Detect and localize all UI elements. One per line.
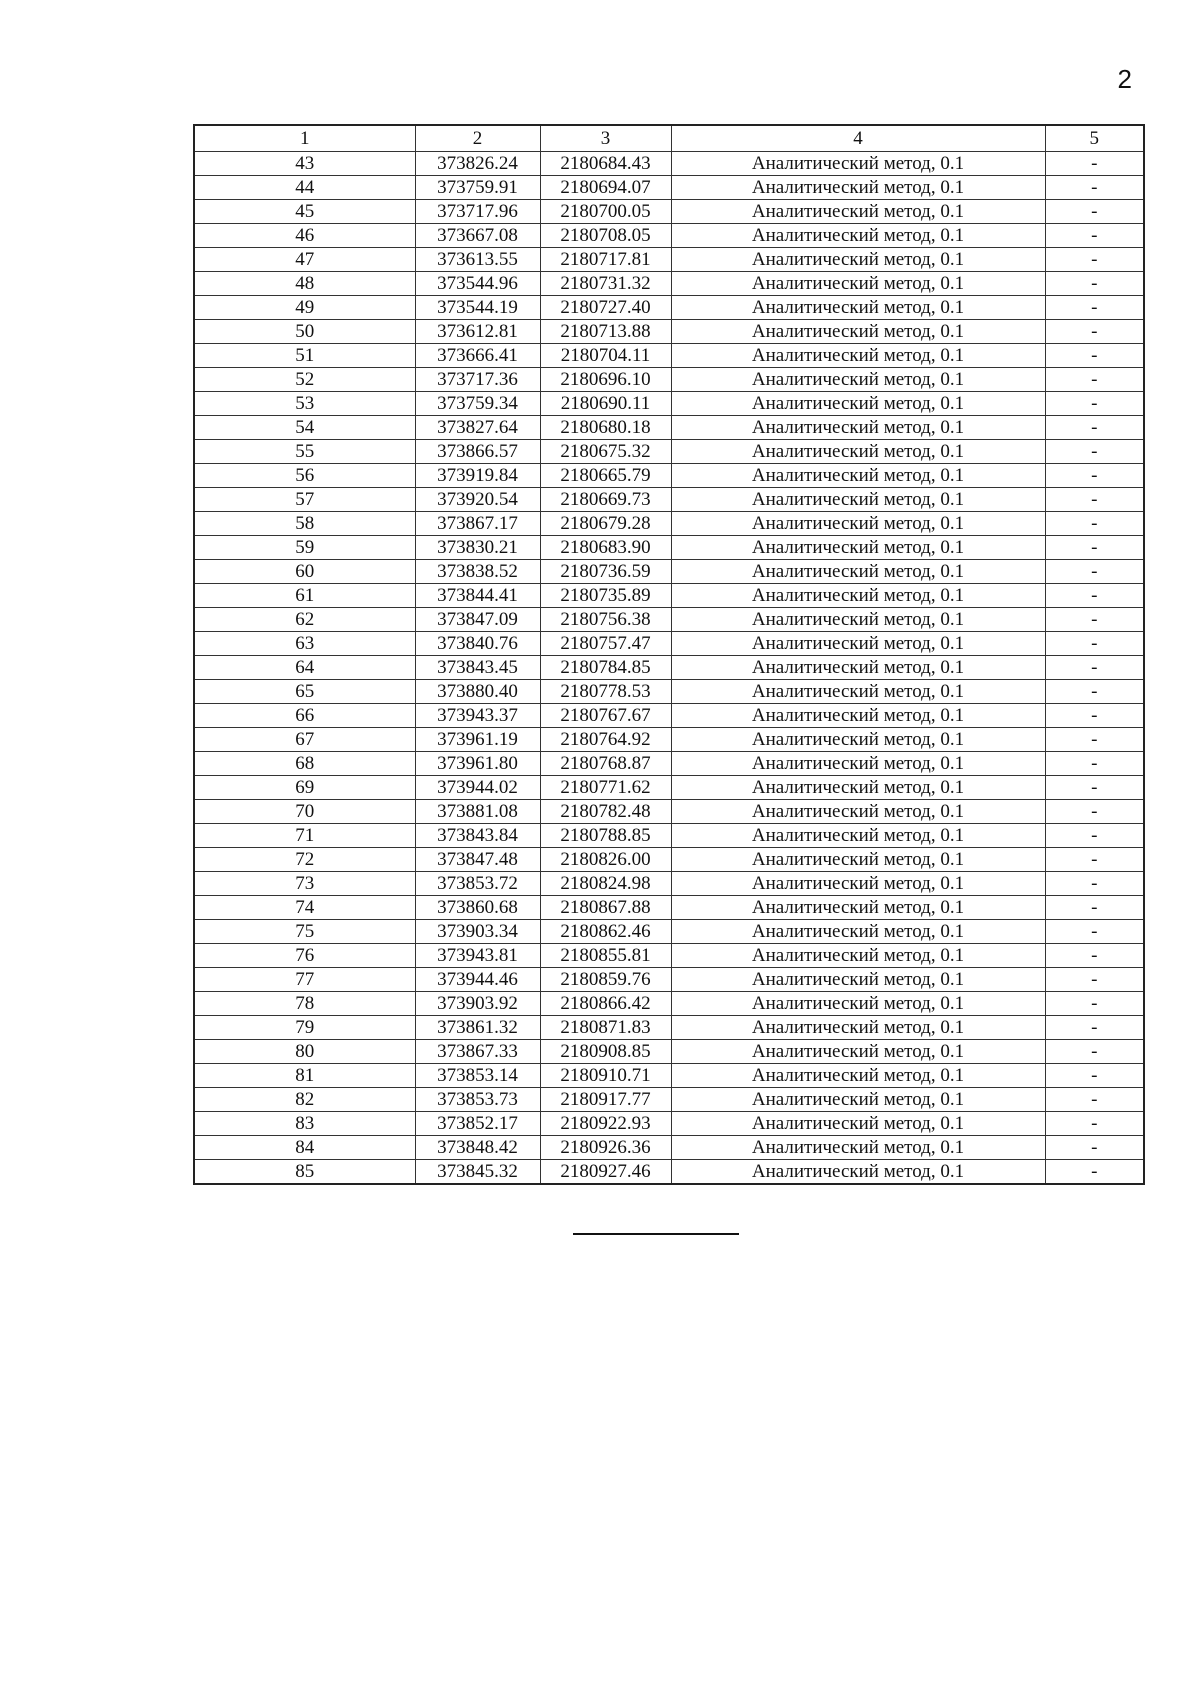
point-number-cell: 48 [194, 272, 415, 296]
y-coordinate-cell: 2180731.32 [540, 272, 671, 296]
point-number-cell: 47 [194, 248, 415, 272]
point-number-cell: 60 [194, 560, 415, 584]
method-cell: Аналитический метод, 0.1 [671, 536, 1045, 560]
note-cell: - [1045, 776, 1144, 800]
y-coordinate-cell: 2180665.79 [540, 464, 671, 488]
method-cell: Аналитический метод, 0.1 [671, 1064, 1045, 1088]
point-number-cell: 70 [194, 800, 415, 824]
column-header-5: 5 [1045, 125, 1144, 152]
x-coordinate-cell: 373845.32 [415, 1160, 540, 1185]
point-number-cell: 84 [194, 1136, 415, 1160]
method-cell: Аналитический метод, 0.1 [671, 632, 1045, 656]
table-row [194, 920, 1144, 944]
table-row [194, 536, 1144, 560]
x-coordinate-cell: 373844.41 [415, 584, 540, 608]
x-coordinate-cell: 373544.19 [415, 296, 540, 320]
table-row [194, 344, 1144, 368]
x-coordinate-cell: 373943.37 [415, 704, 540, 728]
y-coordinate-cell: 2180767.67 [540, 704, 671, 728]
x-coordinate-cell: 373847.09 [415, 608, 540, 632]
method-cell: Аналитический метод, 0.1 [671, 248, 1045, 272]
x-coordinate-cell: 373847.48 [415, 848, 540, 872]
point-number-cell: 59 [194, 536, 415, 560]
point-number-cell: 57 [194, 488, 415, 512]
note-cell: - [1045, 920, 1144, 944]
point-number-cell: 82 [194, 1088, 415, 1112]
table-row [194, 200, 1144, 224]
note-cell: - [1045, 1088, 1144, 1112]
point-number-cell: 74 [194, 896, 415, 920]
y-coordinate-cell: 2180694.07 [540, 176, 671, 200]
note-cell: - [1045, 704, 1144, 728]
note-cell: - [1045, 512, 1144, 536]
point-number-cell: 58 [194, 512, 415, 536]
method-cell: Аналитический метод, 0.1 [671, 1016, 1045, 1040]
x-coordinate-cell: 373881.08 [415, 800, 540, 824]
y-coordinate-cell: 2180704.11 [540, 344, 671, 368]
note-cell: - [1045, 320, 1144, 344]
point-number-cell: 72 [194, 848, 415, 872]
note-cell: - [1045, 224, 1144, 248]
method-cell: Аналитический метод, 0.1 [671, 320, 1045, 344]
y-coordinate-cell: 2180757.47 [540, 632, 671, 656]
y-coordinate-cell: 2180926.36 [540, 1136, 671, 1160]
point-number-cell: 79 [194, 1016, 415, 1040]
y-coordinate-cell: 2180727.40 [540, 296, 671, 320]
method-cell: Аналитический метод, 0.1 [671, 440, 1045, 464]
x-coordinate-cell: 373961.80 [415, 752, 540, 776]
x-coordinate-cell: 373826.24 [415, 152, 540, 176]
y-coordinate-cell: 2180675.32 [540, 440, 671, 464]
x-coordinate-cell: 373759.34 [415, 392, 540, 416]
method-cell: Аналитический метод, 0.1 [671, 944, 1045, 968]
table-row [194, 704, 1144, 728]
table-row [194, 320, 1144, 344]
method-cell: Аналитический метод, 0.1 [671, 560, 1045, 584]
point-number-cell: 61 [194, 584, 415, 608]
note-cell: - [1045, 176, 1144, 200]
note-cell: - [1045, 1016, 1144, 1040]
method-cell: Аналитический метод, 0.1 [671, 872, 1045, 896]
point-number-cell: 75 [194, 920, 415, 944]
x-coordinate-cell: 373920.54 [415, 488, 540, 512]
table-row [194, 584, 1144, 608]
table-row [194, 752, 1144, 776]
table-row [194, 296, 1144, 320]
y-coordinate-cell: 2180824.98 [540, 872, 671, 896]
y-coordinate-cell: 2180756.38 [540, 608, 671, 632]
method-cell: Аналитический метод, 0.1 [671, 152, 1045, 176]
table-body [194, 152, 1144, 1185]
table-row [194, 416, 1144, 440]
note-cell: - [1045, 560, 1144, 584]
method-cell: Аналитический метод, 0.1 [671, 512, 1045, 536]
table-row [194, 248, 1144, 272]
method-cell: Аналитический метод, 0.1 [671, 824, 1045, 848]
table-row [194, 968, 1144, 992]
table-row [194, 488, 1144, 512]
y-coordinate-cell: 2180866.42 [540, 992, 671, 1016]
table-row [194, 512, 1144, 536]
note-cell: - [1045, 944, 1144, 968]
x-coordinate-cell: 373853.14 [415, 1064, 540, 1088]
column-header-1: 1 [194, 125, 415, 152]
y-coordinate-cell: 2180690.11 [540, 392, 671, 416]
y-coordinate-cell: 2180862.46 [540, 920, 671, 944]
table-row [194, 944, 1144, 968]
table-row [194, 1112, 1144, 1136]
point-number-cell: 77 [194, 968, 415, 992]
point-number-cell: 66 [194, 704, 415, 728]
point-number-cell: 83 [194, 1112, 415, 1136]
table-row [194, 272, 1144, 296]
coordinates-table [193, 124, 1145, 1185]
note-cell: - [1045, 1160, 1144, 1185]
table-row [194, 1088, 1144, 1112]
x-coordinate-cell: 373944.46 [415, 968, 540, 992]
point-number-cell: 80 [194, 1040, 415, 1064]
note-cell: - [1045, 440, 1144, 464]
table-row [194, 152, 1144, 176]
note-cell: - [1045, 896, 1144, 920]
column-header-4: 4 [671, 125, 1045, 152]
method-cell: Аналитический метод, 0.1 [671, 1136, 1045, 1160]
note-cell: - [1045, 824, 1144, 848]
y-coordinate-cell: 2180680.18 [540, 416, 671, 440]
method-cell: Аналитический метод, 0.1 [671, 200, 1045, 224]
method-cell: Аналитический метод, 0.1 [671, 344, 1045, 368]
note-cell: - [1045, 296, 1144, 320]
x-coordinate-cell: 373717.36 [415, 368, 540, 392]
point-number-cell: 67 [194, 728, 415, 752]
y-coordinate-cell: 2180910.71 [540, 1064, 671, 1088]
y-coordinate-cell: 2180782.48 [540, 800, 671, 824]
point-number-cell: 62 [194, 608, 415, 632]
note-cell: - [1045, 680, 1144, 704]
point-number-cell: 55 [194, 440, 415, 464]
note-cell: - [1045, 392, 1144, 416]
x-coordinate-cell: 373853.73 [415, 1088, 540, 1112]
method-cell: Аналитический метод, 0.1 [671, 968, 1045, 992]
point-number-cell: 71 [194, 824, 415, 848]
method-cell: Аналитический метод, 0.1 [671, 488, 1045, 512]
point-number-cell: 53 [194, 392, 415, 416]
table-header-row [194, 125, 1144, 152]
note-cell: - [1045, 992, 1144, 1016]
x-coordinate-cell: 373830.21 [415, 536, 540, 560]
y-coordinate-cell: 2180826.00 [540, 848, 671, 872]
method-cell: Аналитический метод, 0.1 [671, 224, 1045, 248]
table-row [194, 392, 1144, 416]
method-cell: Аналитический метод, 0.1 [671, 1160, 1045, 1185]
table-row [194, 848, 1144, 872]
x-coordinate-cell: 373667.08 [415, 224, 540, 248]
y-coordinate-cell: 2180908.85 [540, 1040, 671, 1064]
y-coordinate-cell: 2180871.83 [540, 1016, 671, 1040]
table-row [194, 368, 1144, 392]
point-number-cell: 56 [194, 464, 415, 488]
end-of-document-rule [573, 1233, 739, 1235]
method-cell: Аналитический метод, 0.1 [671, 1088, 1045, 1112]
point-number-cell: 69 [194, 776, 415, 800]
note-cell: - [1045, 464, 1144, 488]
point-number-cell: 49 [194, 296, 415, 320]
point-number-cell: 64 [194, 656, 415, 680]
y-coordinate-cell: 2180735.89 [540, 584, 671, 608]
method-cell: Аналитический метод, 0.1 [671, 752, 1045, 776]
table-row [194, 872, 1144, 896]
method-cell: Аналитический метод, 0.1 [671, 656, 1045, 680]
y-coordinate-cell: 2180717.81 [540, 248, 671, 272]
y-coordinate-cell: 2180700.05 [540, 200, 671, 224]
point-number-cell: 63 [194, 632, 415, 656]
x-coordinate-cell: 373861.32 [415, 1016, 540, 1040]
page-number: 2 [1117, 64, 1132, 94]
x-coordinate-cell: 373717.96 [415, 200, 540, 224]
x-coordinate-cell: 373840.76 [415, 632, 540, 656]
method-cell: Аналитический метод, 0.1 [671, 464, 1045, 488]
x-coordinate-cell: 373943.81 [415, 944, 540, 968]
y-coordinate-cell: 2180768.87 [540, 752, 671, 776]
method-cell: Аналитический метод, 0.1 [671, 776, 1045, 800]
method-cell: Аналитический метод, 0.1 [671, 704, 1045, 728]
table-row [194, 800, 1144, 824]
note-cell: - [1045, 584, 1144, 608]
point-number-cell: 44 [194, 176, 415, 200]
y-coordinate-cell: 2180788.85 [540, 824, 671, 848]
y-coordinate-cell: 2180855.81 [540, 944, 671, 968]
table-row [194, 1160, 1144, 1185]
x-coordinate-cell: 373867.17 [415, 512, 540, 536]
table-row [194, 464, 1144, 488]
note-cell: - [1045, 536, 1144, 560]
method-cell: Аналитический метод, 0.1 [671, 992, 1045, 1016]
x-coordinate-cell: 373852.17 [415, 1112, 540, 1136]
method-cell: Аналитический метод, 0.1 [671, 800, 1045, 824]
table-row [194, 560, 1144, 584]
method-cell: Аналитический метод, 0.1 [671, 1040, 1045, 1064]
x-coordinate-cell: 373961.19 [415, 728, 540, 752]
table-row [194, 440, 1144, 464]
table-row [194, 224, 1144, 248]
note-cell: - [1045, 488, 1144, 512]
x-coordinate-cell: 373944.02 [415, 776, 540, 800]
method-cell: Аналитический метод, 0.1 [671, 272, 1045, 296]
y-coordinate-cell: 2180683.90 [540, 536, 671, 560]
y-coordinate-cell: 2180679.28 [540, 512, 671, 536]
note-cell: - [1045, 632, 1144, 656]
table-row [194, 632, 1144, 656]
point-number-cell: 65 [194, 680, 415, 704]
method-cell: Аналитический метод, 0.1 [671, 1112, 1045, 1136]
x-coordinate-cell: 373848.42 [415, 1136, 540, 1160]
y-coordinate-cell: 2180771.62 [540, 776, 671, 800]
point-number-cell: 54 [194, 416, 415, 440]
point-number-cell: 73 [194, 872, 415, 896]
method-cell: Аналитический метод, 0.1 [671, 896, 1045, 920]
point-number-cell: 76 [194, 944, 415, 968]
table-row [194, 608, 1144, 632]
method-cell: Аналитический метод, 0.1 [671, 368, 1045, 392]
y-coordinate-cell: 2180736.59 [540, 560, 671, 584]
y-coordinate-cell: 2180713.88 [540, 320, 671, 344]
table-row [194, 176, 1144, 200]
note-cell: - [1045, 1040, 1144, 1064]
y-coordinate-cell: 2180696.10 [540, 368, 671, 392]
method-cell: Аналитический метод, 0.1 [671, 176, 1045, 200]
method-cell: Аналитический метод, 0.1 [671, 848, 1045, 872]
x-coordinate-cell: 373838.52 [415, 560, 540, 584]
point-number-cell: 81 [194, 1064, 415, 1088]
column-header-3: 3 [540, 125, 671, 152]
note-cell: - [1045, 608, 1144, 632]
x-coordinate-cell: 373759.91 [415, 176, 540, 200]
note-cell: - [1045, 968, 1144, 992]
x-coordinate-cell: 373903.92 [415, 992, 540, 1016]
table-row [194, 776, 1144, 800]
note-cell: - [1045, 728, 1144, 752]
note-cell: - [1045, 656, 1144, 680]
y-coordinate-cell: 2180784.85 [540, 656, 671, 680]
point-number-cell: 68 [194, 752, 415, 776]
note-cell: - [1045, 1064, 1144, 1088]
x-coordinate-cell: 373853.72 [415, 872, 540, 896]
note-cell: - [1045, 872, 1144, 896]
method-cell: Аналитический метод, 0.1 [671, 584, 1045, 608]
y-coordinate-cell: 2180859.76 [540, 968, 671, 992]
note-cell: - [1045, 200, 1144, 224]
point-number-cell: 51 [194, 344, 415, 368]
table-row [194, 1016, 1144, 1040]
note-cell: - [1045, 152, 1144, 176]
point-number-cell: 46 [194, 224, 415, 248]
x-coordinate-cell: 373866.57 [415, 440, 540, 464]
point-number-cell: 78 [194, 992, 415, 1016]
method-cell: Аналитический метод, 0.1 [671, 920, 1045, 944]
note-cell: - [1045, 1136, 1144, 1160]
y-coordinate-cell: 2180778.53 [540, 680, 671, 704]
x-coordinate-cell: 373827.64 [415, 416, 540, 440]
method-cell: Аналитический метод, 0.1 [671, 728, 1045, 752]
x-coordinate-cell: 373843.45 [415, 656, 540, 680]
point-number-cell: 52 [194, 368, 415, 392]
x-coordinate-cell: 373612.81 [415, 320, 540, 344]
table-row [194, 824, 1144, 848]
x-coordinate-cell: 373666.41 [415, 344, 540, 368]
x-coordinate-cell: 373880.40 [415, 680, 540, 704]
y-coordinate-cell: 2180708.05 [540, 224, 671, 248]
x-coordinate-cell: 373613.55 [415, 248, 540, 272]
y-coordinate-cell: 2180867.88 [540, 896, 671, 920]
method-cell: Аналитический метод, 0.1 [671, 608, 1045, 632]
table-row [194, 896, 1144, 920]
table-row [194, 1064, 1144, 1088]
table-row [194, 992, 1144, 1016]
point-number-cell: 50 [194, 320, 415, 344]
method-cell: Аналитический метод, 0.1 [671, 392, 1045, 416]
method-cell: Аналитический метод, 0.1 [671, 416, 1045, 440]
note-cell: - [1045, 416, 1144, 440]
y-coordinate-cell: 2180922.93 [540, 1112, 671, 1136]
x-coordinate-cell: 373860.68 [415, 896, 540, 920]
method-cell: Аналитический метод, 0.1 [671, 680, 1045, 704]
table-row [194, 1136, 1144, 1160]
note-cell: - [1045, 368, 1144, 392]
note-cell: - [1045, 848, 1144, 872]
note-cell: - [1045, 248, 1144, 272]
note-cell: - [1045, 752, 1144, 776]
method-cell: Аналитический метод, 0.1 [671, 296, 1045, 320]
x-coordinate-cell: 373843.84 [415, 824, 540, 848]
table-row [194, 1040, 1144, 1064]
point-number-cell: 45 [194, 200, 415, 224]
table-row [194, 728, 1144, 752]
point-number-cell: 85 [194, 1160, 415, 1185]
y-coordinate-cell: 2180917.77 [540, 1088, 671, 1112]
table-row [194, 680, 1144, 704]
note-cell: - [1045, 1112, 1144, 1136]
y-coordinate-cell: 2180927.46 [540, 1160, 671, 1185]
column-header-2: 2 [415, 125, 540, 152]
y-coordinate-cell: 2180669.73 [540, 488, 671, 512]
x-coordinate-cell: 373903.34 [415, 920, 540, 944]
note-cell: - [1045, 344, 1144, 368]
x-coordinate-cell: 373544.96 [415, 272, 540, 296]
y-coordinate-cell: 2180764.92 [540, 728, 671, 752]
table-row [194, 656, 1144, 680]
x-coordinate-cell: 373919.84 [415, 464, 540, 488]
note-cell: - [1045, 272, 1144, 296]
y-coordinate-cell: 2180684.43 [540, 152, 671, 176]
x-coordinate-cell: 373867.33 [415, 1040, 540, 1064]
note-cell: - [1045, 800, 1144, 824]
point-number-cell: 43 [194, 152, 415, 176]
